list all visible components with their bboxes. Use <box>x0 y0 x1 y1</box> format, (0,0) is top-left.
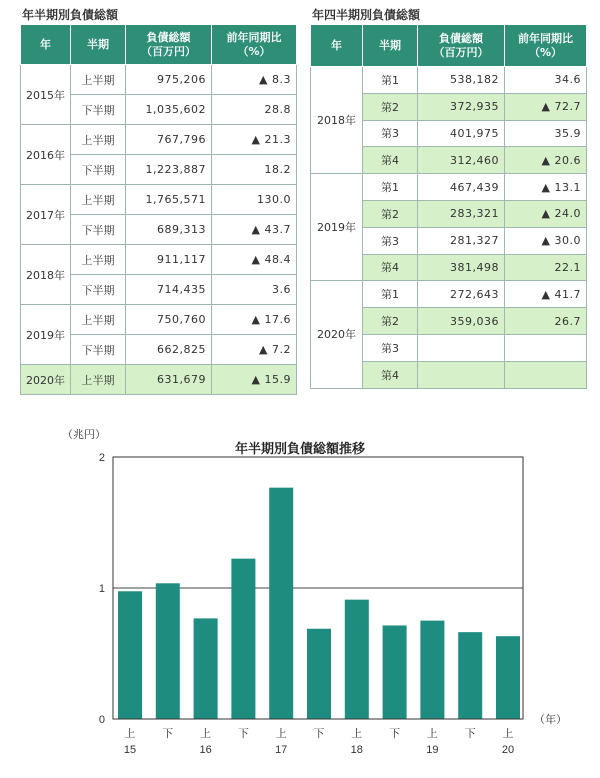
bar <box>383 625 407 719</box>
change-cell: ▲ 24.0 <box>505 200 587 227</box>
half-header: 半期 <box>363 25 418 67</box>
table2-caption: 年四半期別負債総額 <box>312 8 421 22</box>
amount-cell: 467,439 <box>418 174 505 201</box>
change-cell: ▲ 72.7 <box>505 93 587 120</box>
quarter-cell: 第2 <box>363 93 418 120</box>
amount-cell: 312,460 <box>418 147 505 174</box>
table-row <box>21 65 297 95</box>
amount-cell: 714,435 <box>126 275 212 305</box>
amount-cell: 272,643 <box>418 281 505 308</box>
year-cell: 2019年 <box>21 305 71 365</box>
table-row <box>21 365 297 395</box>
table-row <box>311 67 587 94</box>
bar <box>118 591 142 719</box>
table-row <box>21 245 297 275</box>
y-axis-unit-label: （兆円） <box>62 429 106 441</box>
bar <box>231 559 255 719</box>
half-cell: 下半期 <box>71 275 126 305</box>
year-cell: 2018年 <box>311 67 363 174</box>
change-cell: ▲ 17.6 <box>212 305 297 335</box>
x-year-label: 19 <box>426 744 439 756</box>
amount-cell: 1,223,887 <box>126 155 212 185</box>
amount-cell: 1,765,571 <box>126 185 212 215</box>
amount-cell: 281,327 <box>418 227 505 254</box>
x-category-label: 下 <box>389 728 401 740</box>
amount-cell <box>418 361 505 388</box>
quarter-cell: 第2 <box>363 308 418 335</box>
bar <box>345 600 369 719</box>
change-cell: 35.9 <box>505 120 587 147</box>
x-year-label: 16 <box>199 744 212 756</box>
table-row <box>21 305 297 335</box>
table1-caption: 年半期別負債総額 <box>22 8 119 22</box>
change-cell: 22.1 <box>505 254 587 281</box>
amount-header: 負債総額 （百万円） <box>418 25 505 67</box>
x-category-label: 下 <box>313 728 325 740</box>
x-category-label: 下 <box>237 728 249 740</box>
change-cell: ▲ 41.7 <box>505 281 587 308</box>
x-category-label: 下 <box>464 728 476 740</box>
quarterly-debt-table <box>310 24 587 389</box>
change-cell: 130.0 <box>212 185 297 215</box>
change-header: 前年同期比 （%） <box>505 25 587 67</box>
x-category-label: 上 <box>200 728 212 740</box>
amount-cell: 381,498 <box>418 254 505 281</box>
bar <box>496 636 520 719</box>
year-cell: 2020年 <box>311 281 363 388</box>
y-tick-label: 1 <box>98 583 105 595</box>
amount-cell: 767,796 <box>126 125 212 155</box>
x-axis-unit-label: （年） <box>534 714 567 726</box>
amount-cell: 283,321 <box>418 200 505 227</box>
y-tick-label: 2 <box>98 452 105 464</box>
quarter-cell: 第1 <box>363 67 418 94</box>
change-cell <box>505 361 587 388</box>
year-header: 年 <box>311 25 363 67</box>
x-category-label: 上 <box>351 728 363 740</box>
debt-trend-chart <box>0 418 600 778</box>
x-year-label: 18 <box>350 744 363 756</box>
half-cell: 下半期 <box>71 95 126 125</box>
half-header: 半期 <box>71 25 126 65</box>
quarter-cell: 第3 <box>363 227 418 254</box>
year-cell: 2018年 <box>21 245 71 305</box>
x-year-label: 17 <box>275 744 288 756</box>
change-cell: ▲ 8.3 <box>212 65 297 95</box>
half-cell: 上半期 <box>71 65 126 95</box>
bar <box>307 629 331 719</box>
x-year-label: 15 <box>123 744 137 756</box>
x-year-label: 20 <box>501 744 515 756</box>
year-header: 年 <box>21 25 71 65</box>
half-cell: 上半期 <box>71 185 126 215</box>
change-cell: 18.2 <box>212 155 297 185</box>
half-cell: 上半期 <box>71 245 126 275</box>
year-cell: 2020年 <box>21 365 71 395</box>
quarter-cell: 第4 <box>363 361 418 388</box>
change-cell: ▲ 15.9 <box>212 365 297 395</box>
quarter-cell: 第4 <box>363 254 418 281</box>
change-cell: ▲ 20.6 <box>505 147 587 174</box>
change-cell: ▲ 7.2 <box>212 335 297 365</box>
bar <box>458 632 482 719</box>
amount-cell: 975,206 <box>126 65 212 95</box>
y-tick-label: 0 <box>98 714 105 726</box>
half-cell: 上半期 <box>71 125 126 155</box>
year-cell: 2016年 <box>21 125 71 185</box>
year-cell: 2019年 <box>311 174 363 281</box>
amount-cell: 359,036 <box>418 308 505 335</box>
x-category-label: 上 <box>502 728 514 740</box>
chart-title: 年半期別負債総額推移 <box>234 441 366 456</box>
change-header: 前年同期比 （%） <box>212 25 297 65</box>
x-category-label: 下 <box>162 728 174 740</box>
table-row <box>21 125 297 155</box>
half-cell: 上半期 <box>71 305 126 335</box>
quarter-cell: 第3 <box>363 334 418 361</box>
change-cell: ▲ 48.4 <box>212 245 297 275</box>
change-cell: 28.8 <box>212 95 297 125</box>
x-category-label: 上 <box>426 728 438 740</box>
bar <box>420 621 444 719</box>
change-cell: ▲ 13.1 <box>505 174 587 201</box>
amount-header: 負債総額 （百万円） <box>126 25 212 65</box>
quarter-cell: 第1 <box>363 174 418 201</box>
amount-cell: 538,182 <box>418 67 505 94</box>
change-cell: ▲ 30.0 <box>505 227 587 254</box>
amount-cell: 631,679 <box>126 365 212 395</box>
quarter-cell: 第2 <box>363 200 418 227</box>
half-cell: 下半期 <box>71 335 126 365</box>
quarter-cell: 第3 <box>363 120 418 147</box>
amount-cell: 911,117 <box>126 245 212 275</box>
amount-cell: 1,035,602 <box>126 95 212 125</box>
bar <box>194 618 218 719</box>
x-category-label: 上 <box>275 728 287 740</box>
bar <box>269 488 293 719</box>
year-cell: 2017年 <box>21 185 71 245</box>
table-row <box>311 281 587 308</box>
change-cell: 34.6 <box>505 67 587 94</box>
amount-cell: 372,935 <box>418 93 505 120</box>
amount-cell <box>418 334 505 361</box>
table-row <box>21 185 297 215</box>
change-cell: 3.6 <box>212 275 297 305</box>
half-cell: 下半期 <box>71 215 126 245</box>
half-cell: 上半期 <box>71 365 126 395</box>
x-category-label: 上 <box>124 728 136 740</box>
year-cell: 2015年 <box>21 65 71 125</box>
quarter-cell: 第4 <box>363 147 418 174</box>
amount-cell: 401,975 <box>418 120 505 147</box>
half-year-debt-table <box>20 24 297 395</box>
bar <box>156 583 180 719</box>
amount-cell: 689,313 <box>126 215 212 245</box>
change-cell: ▲ 43.7 <box>212 215 297 245</box>
amount-cell: 662,825 <box>126 335 212 365</box>
change-cell <box>505 334 587 361</box>
amount-cell: 750,760 <box>126 305 212 335</box>
half-cell: 下半期 <box>71 155 126 185</box>
quarter-cell: 第1 <box>363 281 418 308</box>
table-row <box>311 174 587 201</box>
change-cell: 26.7 <box>505 308 587 335</box>
change-cell: ▲ 21.3 <box>212 125 297 155</box>
